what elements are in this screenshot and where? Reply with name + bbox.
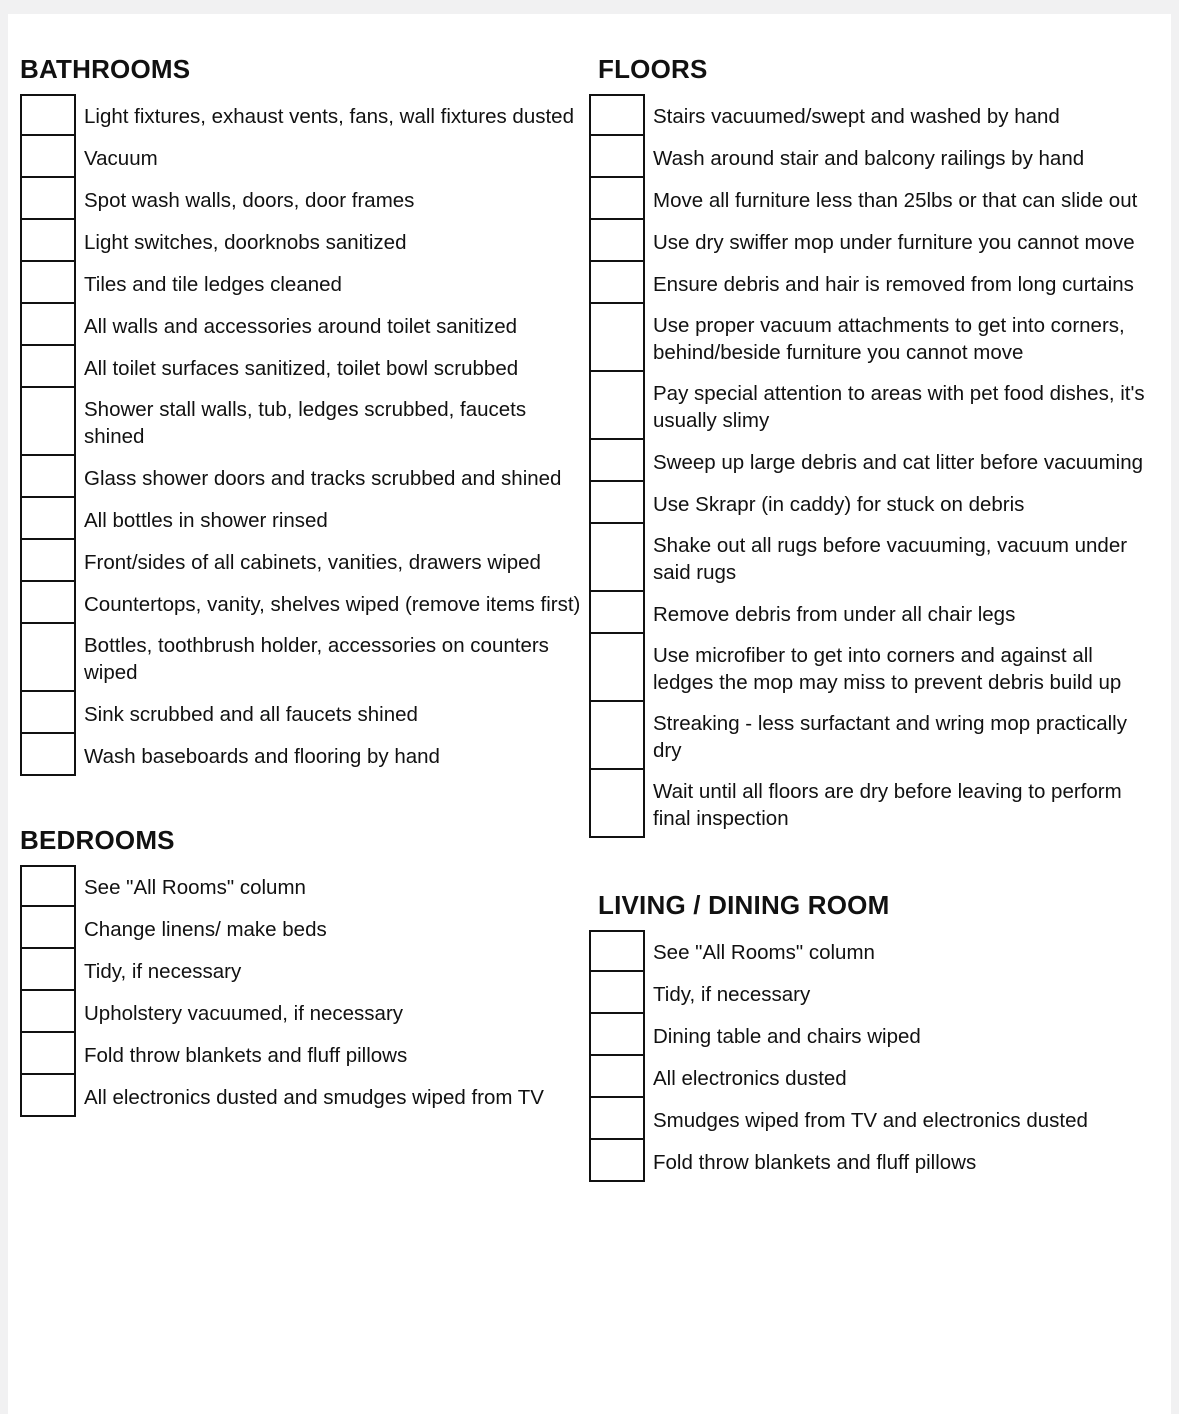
checklist-item [589,136,1145,178]
floors-title: FLOORS [598,54,708,84]
checklist-item [589,372,1145,440]
checklist-item-line: Light fixtures, exhaust vents, fans, wall fixtures dusted [84,105,574,128]
checklist-item-label [76,540,541,576]
checklist-item-line: Use microfiber to get into corners and against all [653,644,1093,667]
checkbox[interactable] [20,947,76,991]
checklist-item [20,692,580,734]
checkbox[interactable] [20,1073,76,1117]
checklist-item [589,304,1145,372]
checkbox[interactable] [589,700,645,770]
checklist-item-line: Wash around stair and balcony railings by hand [653,147,1085,170]
checklist-item-line: dry [653,739,682,762]
checklist-item-label [76,178,414,214]
checklist-item-label [645,482,1024,518]
checklist-item-label [76,734,440,770]
checklist-item-line: Glass shower doors and tracks scrubbed and shined [84,467,562,490]
checklist-item [20,136,580,178]
checklist-item-line: ledges the mop may miss to prevent debris build up [653,671,1122,694]
checklist-item-line: Sweep up large debris and cat litter before vacuuming [653,451,1144,474]
checklist-item-label [76,865,306,901]
checklist-item-line: Sink scrubbed and all faucets shined [84,703,418,726]
checklist-item [20,304,580,346]
checklist-item [589,94,1145,136]
checkbox[interactable] [20,732,76,776]
checklist-item-line: Wait until all floors are dry before leaving to perform [653,780,1122,803]
checklist-item-line: Spot wash walls, doors, door frames [84,189,415,212]
checklist-item-line: Use Skrapr (in caddy) for stuck on debris [653,493,1025,516]
checkbox[interactable] [20,865,76,909]
checkbox[interactable] [20,496,76,540]
checklist-item-line: Tidy, if necessary [653,983,811,1006]
checklist-item-line: All electronics dusted [653,1067,847,1090]
checklist-item [589,220,1145,262]
checkbox[interactable] [589,1138,645,1182]
checklist-item-line: Countertops, vanity, shelves wiped (remove items first) [84,593,581,616]
checklist-item-line: Shake out all rugs before vacuuming, vacuum under [653,534,1128,557]
checklist-item [20,1033,544,1075]
checklist-item [20,991,544,1033]
checklist-item-line: behind/beside furniture you cannot move [653,341,1024,364]
checklist-item-line: final inspection [653,807,789,830]
checklist-item [589,1014,1088,1056]
checkbox[interactable] [20,580,76,624]
checklist-item [589,178,1145,220]
checklist-item-label [76,1075,544,1111]
checklist-item-line: Ensure debris and hair is removed from long curtains [653,273,1134,296]
checklist-item [589,1140,1088,1182]
checklist-item-label [76,388,526,450]
checklist-item-line: wiped [84,661,138,684]
checkbox[interactable] [589,218,645,262]
checklist-item-line: Front/sides of all cabinets, vanities, drawers wiped [84,551,541,574]
checklist-item-label [76,220,407,256]
checkbox[interactable] [20,344,76,388]
checklist-item-label [76,1033,407,1069]
checklist-page [8,14,1171,1414]
checklist-item-label [645,1098,1088,1134]
checklist-item-line: Move all furniture less than 25lbs or that can slide out [653,189,1138,212]
checkbox[interactable] [20,989,76,1033]
checklist-item-line: usually slimy [653,409,770,432]
checklist-item [20,498,580,540]
checklist-item-line: Remove debris from under all chair legs [653,603,1016,626]
checklist-item [589,262,1145,304]
checklist-item [589,592,1145,634]
checkbox[interactable] [589,438,645,482]
checkbox[interactable] [20,176,76,220]
checkbox[interactable] [589,134,645,178]
checklist-item-line: Tidy, if necessary [84,960,242,983]
checklist-item-line: All electronics dusted and smudges wiped from TV [84,1086,544,1109]
checklist-item-line: Dining table and chairs wiped [653,1025,921,1048]
checklist-item-label [645,304,1125,366]
checkbox[interactable] [20,454,76,498]
checkbox[interactable] [589,1012,645,1056]
checkbox[interactable] [20,690,76,734]
checkbox[interactable] [589,176,645,220]
checklist-item-label [76,346,518,382]
checklist-item-label [645,930,875,966]
checkbox[interactable] [20,622,76,692]
checkbox[interactable] [589,1054,645,1098]
bedrooms-title: BEDROOMS [20,825,175,855]
checklist-item [589,1098,1088,1140]
checklist-item-line: Smudges wiped from TV and electronics dusted [653,1109,1088,1132]
checkbox[interactable] [20,1031,76,1075]
checklist-item-label [645,220,1135,256]
checklist-item [20,865,544,907]
checklist-item-label [76,582,580,618]
living-dining-title: LIVING / DINING ROOM [598,890,890,920]
checklist-item-label [645,440,1143,476]
floors-checklist [589,94,1145,838]
checkbox[interactable] [20,538,76,582]
checklist-item-label [645,94,1060,130]
checklist-item [20,1075,544,1117]
checklist-item-line: Vacuum [84,147,158,170]
checklist-item [20,540,580,582]
checklist-item-label [76,624,549,686]
checklist-item-label [645,592,1015,628]
checklist-item [589,972,1088,1014]
checkbox[interactable] [589,370,645,440]
checklist-item [20,178,580,220]
checklist-item-label [645,1140,976,1176]
checkbox[interactable] [589,1096,645,1140]
checklist-item-line: See "All Rooms" column [653,941,875,964]
bathrooms-checklist [20,94,580,776]
checklist-item-label [76,456,561,492]
checklist-item-line: said rugs [653,561,737,584]
checkbox[interactable] [589,590,645,634]
checklist-item-label [645,702,1127,764]
checklist-item-label [76,498,328,534]
checklist-item [20,262,580,304]
checkbox[interactable] [589,480,645,524]
checklist-item-label [645,1014,921,1050]
checkbox[interactable] [589,302,645,372]
checklist-item-label [76,907,327,943]
checklist-item [20,346,580,388]
checklist-item [589,634,1145,702]
checklist-item-line: Use proper vacuum attachments to get into corners, [653,314,1125,337]
checklist-item-line: All walls and accessories around toilet sanitized [84,315,518,338]
checklist-item [20,388,580,456]
checklist-item [589,482,1145,524]
checkbox[interactable] [20,94,76,138]
checklist-item-label [645,1056,847,1092]
checkbox[interactable] [20,386,76,456]
checklist-item-label [76,136,158,172]
checklist-item-line: All bottles in shower rinsed [84,509,328,532]
checklist-item-line: Streaking - less surfactant and wring mop practically [653,712,1127,735]
checklist-item-line: Wash baseboards and flooring by hand [84,745,440,768]
checklist-item-line: Tiles and tile ledges cleaned [84,273,342,296]
checklist-item-label [645,136,1084,172]
checklist-item [20,94,580,136]
checklist-item-label [76,304,517,340]
bathrooms-title: BATHROOMS [20,54,191,84]
checklist-item-line: Upholstery vacuumed, if necessary [84,1002,404,1025]
checklist-item-line: Bottles, toothbrush holder, accessories on counters [84,634,549,657]
checklist-item-label [76,949,241,985]
checklist-item [589,440,1145,482]
checklist-item-line: Fold throw blankets and fluff pillows [84,1044,408,1067]
checkbox[interactable] [20,260,76,304]
checkbox[interactable] [589,970,645,1014]
checklist-item [20,456,580,498]
checklist-item-label [76,262,342,298]
checklist-item [589,930,1088,972]
checkbox[interactable] [589,260,645,304]
checkbox[interactable] [20,905,76,949]
checklist-item [20,624,580,692]
checklist-item-label [76,692,418,728]
checkbox[interactable] [20,302,76,346]
checklist-item-label [645,372,1145,434]
checklist-item [589,770,1145,838]
checklist-item-line: Light switches, doorknobs sanitized [84,231,407,254]
checklist-item-line: See "All Rooms" column [84,876,306,899]
checklist-item [20,582,580,624]
checklist-item [589,524,1145,592]
checklist-item-label [645,262,1134,298]
checklist-item-line: All toilet surfaces sanitized, toilet bowl scrubbed [84,357,519,380]
checklist-item-line: Change linens/ make beds [84,918,327,941]
checklist-item-line: Fold throw blankets and fluff pillows [653,1151,977,1174]
checkbox[interactable] [589,522,645,592]
checklist-item [20,907,544,949]
checkbox[interactable] [20,218,76,262]
checklist-item [589,1056,1088,1098]
checklist-item-line: Pay special attention to areas with pet food dishes, it's [653,382,1145,405]
checkbox[interactable] [589,94,645,138]
checklist-item-label [645,770,1122,832]
checklist-item-line: Shower stall walls, tub, ledges scrubbed, faucets [84,398,527,421]
checklist-item-line: Use dry swiffer mop under furniture you cannot move [653,231,1135,254]
checklist-item-line: shined [84,425,145,448]
checkbox[interactable] [589,930,645,974]
checklist-item [20,734,580,776]
checkbox[interactable] [20,134,76,178]
checkbox[interactable] [589,632,645,702]
checklist-item-label [645,524,1127,586]
checklist-item [20,949,544,991]
checkbox[interactable] [589,768,645,838]
bedrooms-checklist [20,865,544,1117]
checklist-item-label [645,634,1121,696]
checklist-item-label [76,94,574,130]
living-dining-checklist [589,930,1088,1182]
checklist-item-label [76,991,403,1027]
checklist-item-label [645,972,810,1008]
checklist-item [589,702,1145,770]
checklist-item-label [645,178,1137,214]
checklist-item [20,220,580,262]
checklist-item-line: Stairs vacuumed/swept and washed by hand [653,105,1060,128]
